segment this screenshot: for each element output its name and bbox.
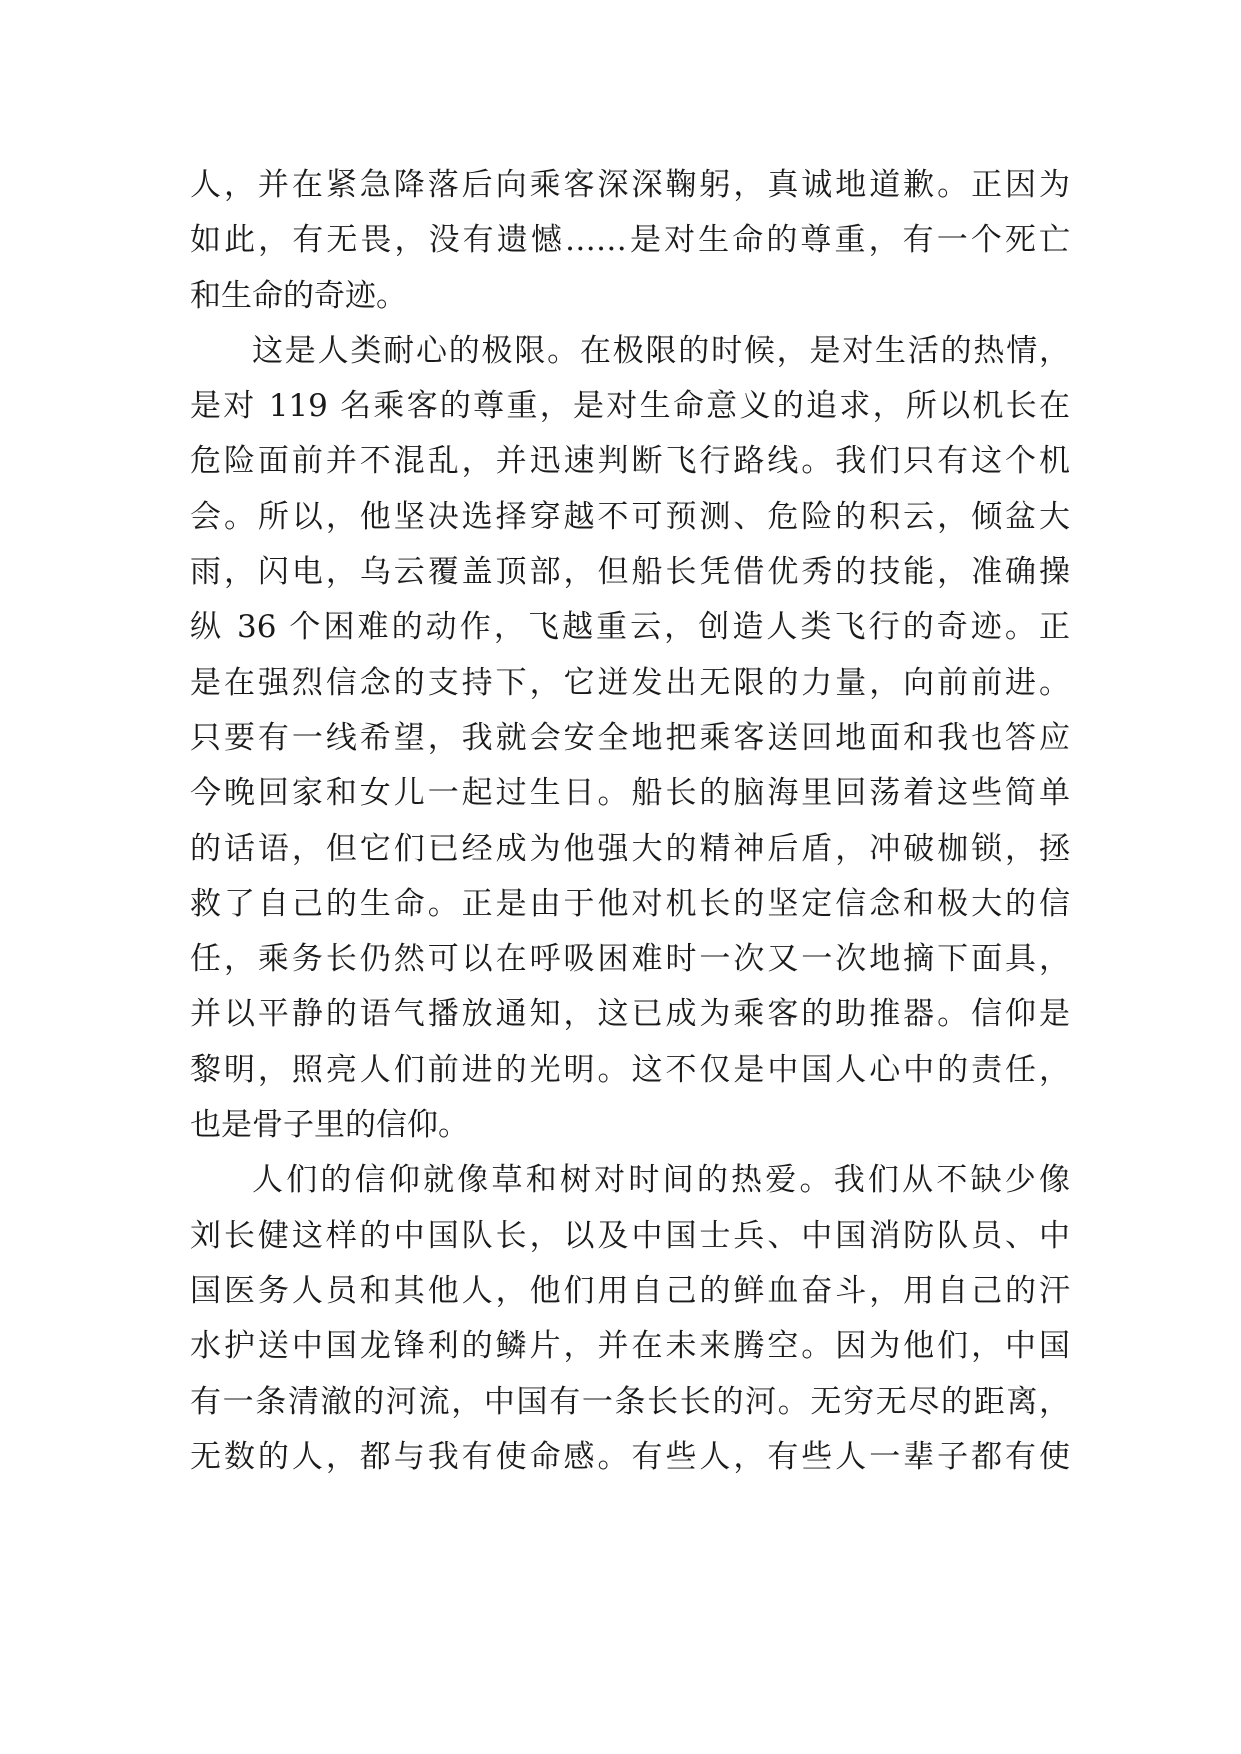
text-line: 无数的人，都与我有使命感。有些人，有些人一辈子都有使 [190, 1438, 1070, 1475]
text-line: 刘长健这样的中国队长，以及中国士兵、中国消防队员、中 [190, 1217, 1070, 1254]
text-line: 救了自己的生命。正是由于他对机长的坚定信念和极大的信 [190, 885, 1070, 922]
paragraph-3 [190, 1153, 1070, 1485]
text-line: 雨，闪电，乌云覆盖顶部，但船长凭借优秀的技能，准确操 [190, 554, 1070, 591]
text-line: 危险面前并不混乱，并迅速判断飞行路线。我们只有这个机 [190, 443, 1070, 480]
text-line: 纵 36 个困难的动作，飞越重云，创造人类飞行的奇迹。正 [190, 609, 1070, 646]
text-line: 有一条清澈的河流，中国有一条长长的河。无穷无尽的距离， [190, 1383, 1070, 1420]
text-line: 任，乘务长仍然可以在呼吸困难时一次又一次地摘下面具， [190, 941, 1070, 978]
text-line: 如此，有无畏，没有遗憾……是对生命的尊重，有一个死亡 [190, 222, 1070, 259]
text-line: 是对 119 名乘客的尊重，是对生命意义的追求，所以机长在 [190, 388, 1070, 425]
text-line: 也是骨子里的信仰。 [190, 1107, 469, 1144]
text-line: 这是人类耐心的极限。在极限的时候，是对生活的热情， [252, 332, 1070, 369]
text-line: 国医务人员和其他人，他们用自己的鲜血奋斗，用自己的汗 [190, 1272, 1070, 1309]
text-line: 和生命的奇迹。 [190, 277, 407, 314]
text-line: 今晚回家和女儿一起过生日。船长的脑海里回荡着这些简单 [190, 775, 1070, 812]
paragraph-2 [190, 324, 1070, 1153]
paragraph-1 [190, 158, 1070, 324]
text-line: 黎明，照亮人们前进的光明。这不仅是中国人心中的责任， [190, 1051, 1070, 1088]
text-line: 人，并在紧急降落后向乘客深深鞠躬，真诚地道歉。正因为 [190, 167, 1070, 203]
text-line: 是在强烈信念的支持下，它迸发出无限的力量，向前前进。 [190, 664, 1070, 701]
text-line: 会。所以，他坚决选择穿越不可预测、危险的积云，倾盆大 [190, 498, 1070, 535]
text-line: 只要有一线希望，我就会安全地把乘客送回地面和我也答应 [190, 719, 1070, 756]
text-line: 并以平静的语气播放通知，这已成为乘客的助推器。信仰是 [190, 996, 1070, 1033]
text-line: 人们的信仰就像草和树对时间的热爱。我们从不缺少像 [252, 1162, 1070, 1199]
text-line: 的话语，但它们已经成为他强大的精神后盾，冲破枷锁，拯 [190, 830, 1070, 867]
text-line: 水护送中国龙锋利的鳞片，并在未来腾空。因为他们，中国 [190, 1328, 1070, 1365]
body-text [190, 158, 1070, 1485]
